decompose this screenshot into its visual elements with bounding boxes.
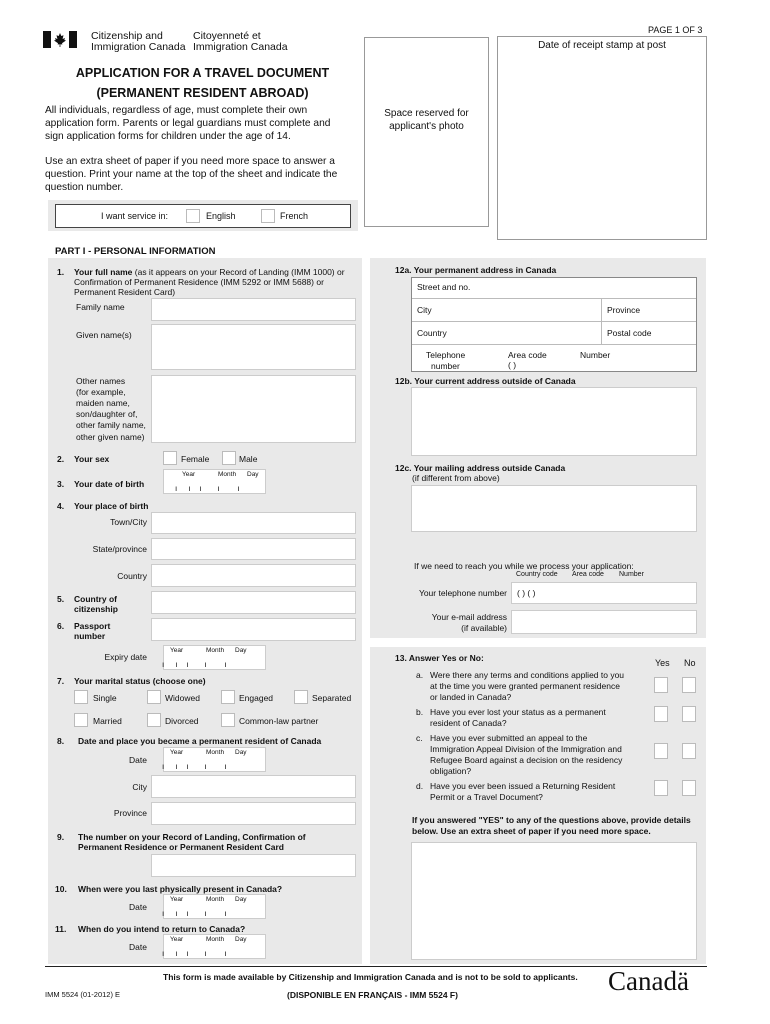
q4-number: 4. [57,501,65,511]
intro-p2-l3: question number. [45,182,124,193]
dept-name-en-2: Immigration Canada [91,41,186,53]
q12c-sub: (if different from above) [412,473,500,483]
expiry-date-label: Expiry date [104,652,147,662]
pr-city-input[interactable] [151,775,356,798]
pr-province-input[interactable] [151,802,356,825]
address-divider-3 [412,344,696,345]
telephone-label-1: Telephone [426,350,466,360]
form-subtitle: (PERMANENT RESIDENT ABROAD) [96,86,309,100]
return-date-label: Date [129,942,147,952]
expiry-year-label: Year [170,647,184,654]
english-label: English [206,211,236,221]
widowed-checkbox[interactable] [147,690,161,704]
q10-number: 10. [55,884,67,894]
q6-label-1: Passport [74,621,111,631]
q9-label-1: The number on your Record of Landing, Confirmation of [78,832,306,842]
email-input[interactable] [511,610,697,634]
q10-ticks: ı ı ı ı ı [162,909,227,918]
q12c-label: 12c. Your mailing address outside Canada [395,463,566,473]
french-checkbox[interactable] [261,209,275,223]
q13d-line2: Permit or a Travel Document? [430,792,543,802]
q13d-no-checkbox[interactable] [682,780,696,796]
q13b-no-checkbox[interactable] [682,706,696,722]
footer-note: This form is made available by Citizenship and Immigration Canada and is not to be sold to applicants. [163,972,578,982]
q13d-letter: d. [416,781,424,791]
other-names-label-6: other given name) [76,432,145,442]
dept-name-fr-1: Citoyenneté et [193,30,261,42]
receipt-stamp-box [497,36,707,240]
other-names-label-1: Other names [76,376,126,386]
q10-day-label: Day [235,896,247,903]
telephone-label: Your telephone number [418,588,507,598]
q8-label: Date and place you became a permanent resident of Canada [78,736,322,746]
male-label: Male [239,454,258,464]
other-names-label-3: maiden name, [76,398,130,408]
mailing-address-input[interactable] [411,485,697,532]
q13b-letter: b. [416,707,424,717]
address-vdivider [601,299,602,344]
divorced-label: Divorced [165,716,199,726]
q11-month-label: Month [206,936,225,943]
pr-year-label: Year [170,749,184,756]
street-label: Street and no. [417,282,471,292]
birth-state-input[interactable] [151,538,356,560]
postal-code-label: Postal code [607,328,652,338]
q10-year-label: Year [170,896,184,903]
birth-country-input[interactable] [151,564,356,587]
female-label: Female [181,454,210,464]
female-checkbox[interactable] [163,451,177,465]
details-input[interactable] [411,842,697,960]
other-names-label-5: other family name, [76,420,146,430]
reach-you-label: If we need to reach you while we process your application: [414,561,634,571]
dept-name-fr-2: Immigration Canada [193,41,288,53]
q1-line3: Permanent Resident Card) [74,287,176,297]
q13a-no-checkbox[interactable] [682,677,696,693]
pr-date-ticks: ı ı ı ı ı [162,762,227,771]
q3-label: Your date of birth [74,479,145,489]
common-law-label: Common-law partner [239,716,319,726]
engaged-checkbox[interactable] [221,690,235,704]
dob-month-label: Month [218,471,237,478]
birth-town-input[interactable] [151,512,356,534]
number-label: Number [580,350,611,360]
separated-label: Separated [312,693,352,703]
email-label-2: (if available) [461,623,507,633]
pr-city-label: City [132,782,147,792]
q13a-letter: a. [416,670,424,680]
intro-p2-l2: question. Print your name at the top of the sheet and indicate the [45,169,338,180]
q7-label: Your marital status (choose one) [74,676,206,686]
common-law-checkbox[interactable] [221,713,235,727]
single-checkbox[interactable] [74,690,88,704]
pr-day-label: Day [235,749,247,756]
telephone-parens: ( ) ( ) [517,588,536,598]
record-of-landing-input[interactable] [151,854,356,877]
canada-wordmark: Canadä [608,966,689,996]
dob-year-label: Year [182,471,196,478]
birth-country-label: Country [117,571,147,581]
current-address-input[interactable] [411,387,697,456]
telephone-input[interactable] [511,582,697,604]
details-instruction-2: below. Use an extra sheet of paper if you need more space. [412,826,651,836]
passport-number-input[interactable] [151,618,356,641]
pr-province-label: Province [113,808,147,818]
french-label: French [280,211,309,221]
expiry-month-label: Month [206,647,225,654]
q13a-line1: Were there any terms and conditions applied to you [430,670,625,680]
q7-number: 7. [57,676,65,686]
country-label: Country [417,328,447,338]
widowed-label: Widowed [165,693,200,703]
country-code-label: Country code [516,571,558,578]
town-city-label: Town/City [110,517,147,527]
pr-date-label: Date [129,755,147,765]
details-instruction-1: If you answered "YES" to any of the questions above, provide details [412,815,691,825]
separated-checkbox[interactable] [294,690,308,704]
q13b-line2: resident of Canada? [430,718,507,728]
q8-number: 8. [57,736,65,746]
photo-box [364,37,489,227]
intro-p1-l3: sign application forms for children under the age of 14. [45,131,291,142]
q10-label: When were you last physically present in Canada? [78,884,283,894]
telephone-label-2: number [431,361,460,371]
q1-label: Your full name (as it appears on your Record of Landing (IMM 1000) or [74,267,345,277]
area-code-label: Area code [508,350,547,360]
form-title: APPLICATION FOR A TRAVEL DOCUMENT [75,66,330,80]
q13c-line4: obligation? [430,766,472,776]
address-divider-1 [412,298,696,299]
q13b-yes-checkbox[interactable] [654,706,668,722]
dob-day-label: Day [247,471,259,478]
q13-label: 13. Answer Yes or No: [395,653,484,663]
part1-title: PART I - PERSONAL INFORMATION [55,246,216,257]
q11-ticks: ı ı ı ı ı [162,949,227,958]
q5-label-2: citizenship [74,604,118,614]
family-name-input[interactable] [151,298,356,321]
q11-day-label: Day [235,936,247,943]
city-label: City [417,305,432,315]
other-names-input[interactable] [151,375,356,443]
receipt-stamp-label: Date of receipt stamp at post [538,40,666,51]
q13c-no-checkbox[interactable] [682,743,696,759]
q13b-line1: Have you ever lost your status as a permanent [430,707,606,717]
q13c-line2: Immigration Appeal Division of the Immigration and [430,744,622,754]
pr-month-label: Month [206,749,225,756]
q5-number: 5. [57,594,65,604]
dept-name-en-1: Citizenship and [91,30,163,42]
photo-label-1: Space reserved for [384,108,469,119]
area-code-label-2: Area code [572,571,604,578]
area-code-parens: ( ) [508,360,517,370]
q2-number: 2. [57,454,65,464]
english-checkbox[interactable] [186,209,200,223]
q4-label: Your place of birth [74,501,149,511]
q6-label-2: number [74,631,106,641]
q1-number: 1. [57,267,65,277]
engaged-label: Engaged [239,693,274,703]
email-label-1: Your e-mail address [431,612,507,622]
form-id: IMM 5524 (01-2012) E [45,990,121,999]
q3-number: 3. [57,479,65,489]
q13c-yes-checkbox[interactable] [654,743,668,759]
family-name-label: Family name [76,302,125,312]
given-names-input[interactable] [151,324,356,370]
q13d-line1: Have you ever been issued a Returning Resident [430,781,616,791]
q13a-yes-checkbox[interactable] [654,677,668,693]
q13a-line3: or landed in Canada? [430,692,512,702]
other-names-label-2: (for example, [76,387,126,397]
last-present-date-label: Date [129,902,147,912]
q12b-label: 12b. Your current address outside of Canada [395,376,576,386]
photo-label-2: applicant's photo [389,121,464,132]
q13c-letter: c. [416,733,423,743]
single-label: Single [93,693,117,703]
intro-p1-l1: All individuals, regardless of age, must complete their own [45,105,308,116]
number-label-2: Number [619,571,644,578]
q12a-label: 12a. Your permanent address in Canada [395,265,557,275]
divorced-checkbox[interactable] [147,713,161,727]
q11-label: When do you intend to return to Canada? [78,924,246,934]
given-names-label: Given name(s) [76,330,132,340]
yes-header: Yes [655,658,670,668]
expiry-day-label: Day [235,647,247,654]
intro-p2-l1: Use an extra sheet of paper if you need more space to answer a [45,156,335,167]
q1-line2: Confirmation of Permanent Residence (IMM 5292 or IMM 5688) or [74,277,324,287]
no-header: No [684,658,696,668]
french-available-note: (DISPONIBLE EN FRANÇAIS - IMM 5524 F) [287,990,458,1000]
q9-label-2: Permanent Residence or Permanent Resident Card [78,842,284,852]
address-divider-2 [412,321,696,322]
married-checkbox[interactable] [74,713,88,727]
state-province-label: State/province [92,544,147,554]
q13c-line3: Refugee Board against a decision on the residency [430,755,623,765]
married-label: Married [93,716,122,726]
q9-number: 9. [57,832,65,842]
q11-year-label: Year [170,936,184,943]
citizenship-input[interactable] [151,591,356,614]
q13a-line2: at the time you were granted permanent residence [430,681,620,691]
intro-p1-l2: application form. Parents or legal guardians must complete and [45,118,331,129]
q11-number: 11. [55,924,67,934]
q2-label: Your sex [74,454,110,464]
page-number: PAGE 1 OF 3 [648,25,703,35]
q13c-line1: Have you ever submitted an appeal to the [430,733,588,743]
other-names-label-4: son/daughter of, [76,409,138,419]
q13d-yes-checkbox[interactable] [654,780,668,796]
q5-label-1: Country of [74,594,117,604]
dob-ticks: ı ı ı ı ı [175,484,240,493]
q10-month-label: Month [206,896,225,903]
province-label: Province [607,305,641,315]
q6-number: 6. [57,621,65,631]
male-checkbox[interactable] [222,451,236,465]
service-language-label: I want service in: [101,211,169,221]
expiry-ticks: ı ı ı ı ı [162,660,227,669]
canada-flag-logo [43,31,77,48]
